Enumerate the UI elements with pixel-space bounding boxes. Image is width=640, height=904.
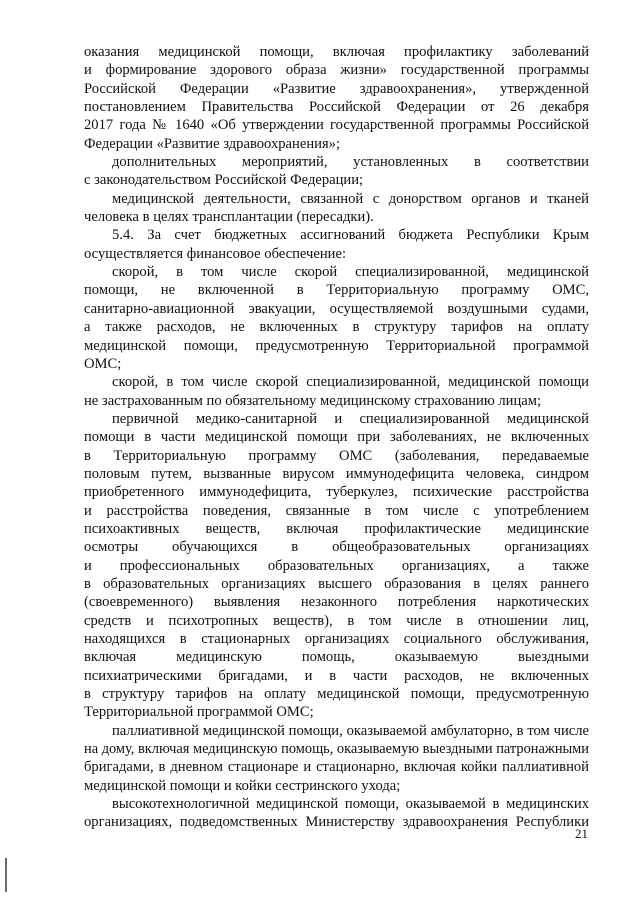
text-line: психиатрическими бригадами, и в части расходов, не включенных [84,667,589,684]
text-line: паллиативной медицинской помощи, оказываемой амбулаторно, в том числе [112,722,589,739]
text-line: Федерации «Развитие здравоохранения»; [84,135,341,152]
text-line: помощи, не включенной в Территориальную программу ОМС, [84,282,589,299]
text-line: скорой, в том числе скорой специализированной, медицинской помощи [112,374,589,391]
text-line: высокотехнологичной медицинской помощи, оказываемой в медицинских [112,796,589,813]
text-line: в образовательных организациях высшего образования в целях раннего [84,575,589,592]
text-line: Российской Федерации «Развитие здравоохранения», утвержденной [84,80,589,97]
text-line: организациях, подведомственных Министерству здравоохранения Республики [84,814,589,831]
text-line: в Территориальную программу ОМС (заболевания, передаваемые [84,447,589,464]
text-line: помощи в части медицинской помощи при заболеваниях, не включенных [84,429,589,446]
text-line: психоактивных веществ, включая профилактические медицинские [84,520,589,537]
text-line: и профессиональных образовательных организациях, а также [84,557,589,574]
text-line: медицинской деятельности, связанной с донорством органов и тканей [112,190,589,207]
text-line: медицинской помощи и койки сестринского ухода; [84,777,401,794]
text-line: санитарно-авиационной эвакуации, осуществляемой воздушными судами, [84,300,589,317]
text-line: приобретенного иммунодефицита, туберкулез, психические расстройства [84,484,589,501]
text-line: и расстройства поведения, связанные в том числе с употреблением [84,502,589,519]
text-line: человека в целях трансплантации (пересадки). [84,209,374,226]
document-body [84,43,589,832]
text-line: дополнительных мероприятий, установленных в соответствии [112,154,589,171]
text-line: 5.4. За счет бюджетных ассигнований бюджета Республики Крым [112,227,589,244]
text-line: включая медицинскую помощь, оказываемую выездными [84,649,589,666]
text-line: бригадами, в дневном стационаре и стационарно, включая койки паллиативной [84,759,589,776]
text-line: а также расходов, не включенных в структуру тарифов на оплату [84,319,589,336]
text-line: не застрахованным по обязательному медицинскому страхованию лицам; [84,392,542,409]
text-line: скорой, в том числе скорой специализированной, медицинской [112,264,589,281]
text-line: 2017 года № 1640 «Об утверждении государственной программы Российской [84,117,589,134]
text-line: находящихся в стационарных организациях социального обслуживания, [84,631,589,647]
text-line: ОМС; [84,355,122,372]
scan-edge-mark [5,858,7,892]
text-line: и формирование здорового образа жизни» государственной программы [84,62,589,79]
text-line: осуществляется финансовое обеспечение: [84,245,347,262]
text-line: с законодательством Российской Федерации; [84,172,364,189]
text-line: в структуру тарифов на оплату медицинской помощи, предусмотренную [84,686,589,703]
text-line: на дому, включая медицинскую помощь, оказываемую выездными патронажными [84,741,589,758]
text-line: средств и психотропных веществ), в том числе в отношении лиц, [84,612,589,629]
text-line: осмотры обучающихся в общеобразовательных организациях [84,539,589,556]
text-line: половым путем, вызванные вирусом иммунодефицита человека, синдром [84,465,589,482]
text-line: постановлением Правительства Российской Федерации от 26 декабря [84,99,589,116]
page-number: 21 [575,826,588,841]
text-line: медицинской помощи, предусмотренную Территориальной программой [84,337,589,354]
text-line: Территориальной программой ОМС; [84,704,314,721]
text-line: первичной медико-санитарной и специализированной медицинской [112,410,589,427]
text-line: (своевременного) выявления незаконного потребления наркотических [84,594,589,611]
text-line: оказания медицинской помощи, включая профилактику заболеваний [84,44,589,60]
